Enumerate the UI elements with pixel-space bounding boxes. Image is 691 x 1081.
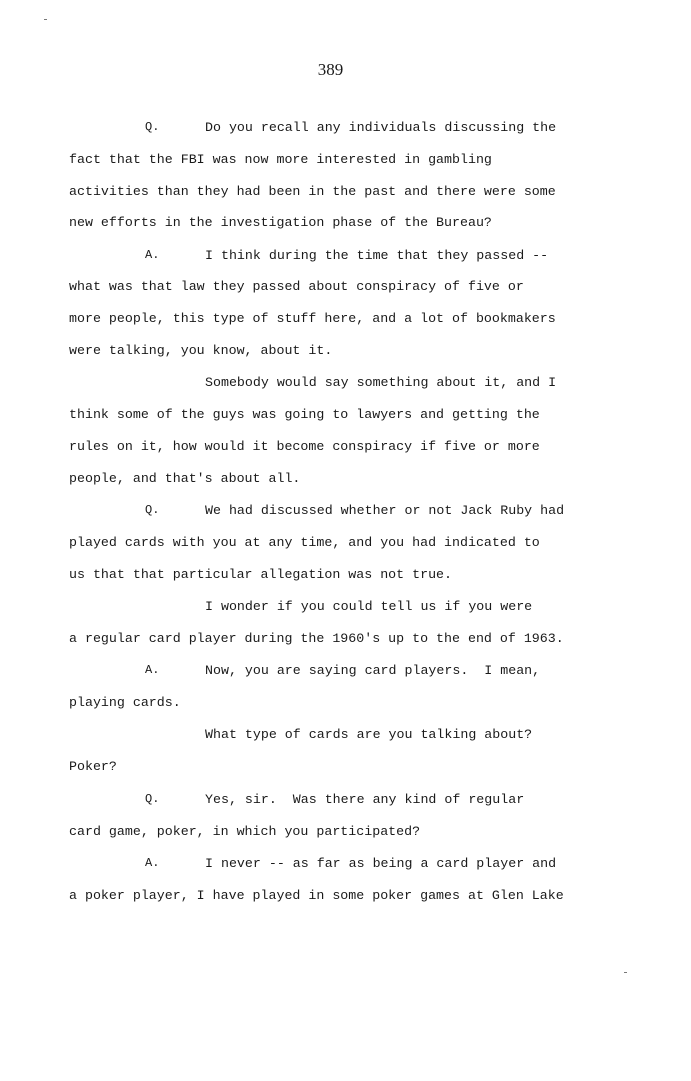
transcript-line: were talking, you know, about it. <box>69 343 333 358</box>
transcript-line: people, and that's about all. <box>69 471 301 486</box>
transcript-line: card game, poker, in which you participated? <box>69 824 421 839</box>
transcript-line: activities than they had been in the past and there were some <box>69 184 556 199</box>
transcript-line: playing cards. <box>69 695 181 710</box>
transcript-line: us that that particular allegation was not true. <box>69 567 453 582</box>
transcript-line: a poker player, I have played in some poker games at Glen Lake <box>69 888 564 903</box>
transcript-line: played cards with you at any time, and you had indicated to <box>69 535 540 550</box>
transcript-line: Poker? <box>69 759 117 774</box>
transcript-line: I never -- as far as being a card player and <box>205 856 557 871</box>
transcript-line: what was that law they passed about conspiracy of five or <box>69 279 524 294</box>
speaker-label: Q. <box>145 120 160 134</box>
transcript-line: Somebody would say something about it, and I <box>205 375 557 390</box>
transcript-line: I think during the time that they passed -- <box>205 248 549 263</box>
speaker-label: A. <box>145 856 160 870</box>
speaker-label: Q. <box>145 503 160 517</box>
transcript-line: I wonder if you could tell us if you were <box>205 599 533 614</box>
transcript-line: think some of the guys was going to lawyers and getting the <box>69 407 540 422</box>
transcript-line: Yes, sir. Was there any kind of regular <box>205 792 525 807</box>
transcript-line: We had discussed whether or not Jack Ruby had <box>205 503 565 518</box>
speaker-label: Q. <box>145 792 160 806</box>
transcript-line: What type of cards are you talking about? <box>205 727 533 742</box>
transcript-line: new efforts in the investigation phase of the Bureau? <box>69 215 492 230</box>
transcript-line: Now, you are saying card players. I mean, <box>205 663 541 678</box>
transcript-line: more people, this type of stuff here, and a lot of bookmakers <box>69 311 556 326</box>
scan-speck <box>624 972 627 973</box>
transcript-line: a regular card player during the 1960's up to the end of 1963. <box>69 631 564 646</box>
speaker-label: A. <box>145 248 160 262</box>
transcript-line: rules on it, how would it become conspiracy if five or more <box>69 439 540 454</box>
page-number: 389 <box>317 60 344 79</box>
transcript-line: fact that the FBI was now more interested in gambling <box>69 152 492 167</box>
speaker-label: A. <box>145 663 160 677</box>
scan-speck <box>44 19 47 20</box>
transcript-line: Do you recall any individuals discussing the <box>205 120 557 135</box>
